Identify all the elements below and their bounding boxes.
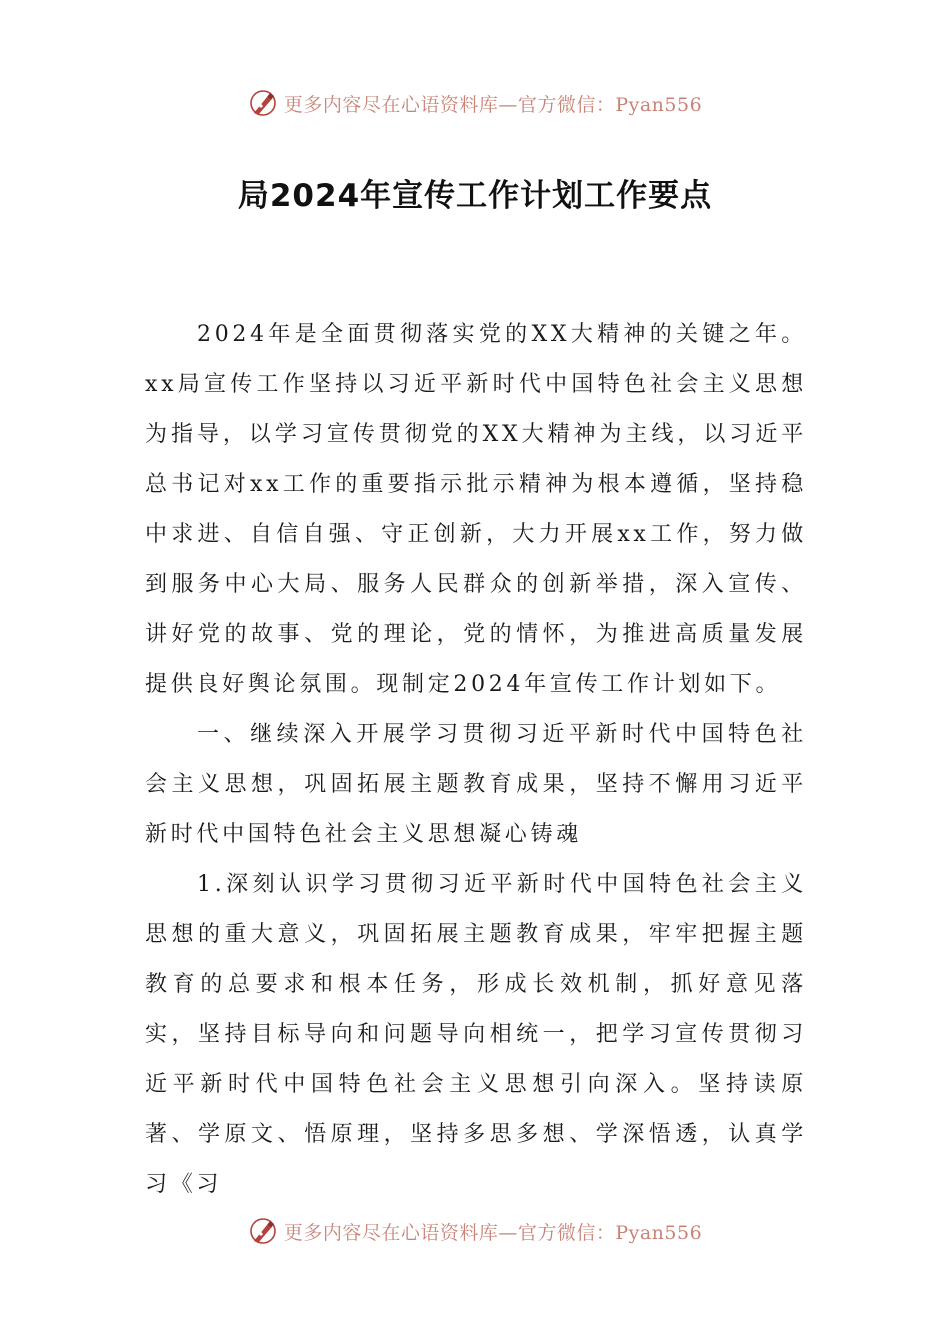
paragraph-intro: 2024年是全面贯彻落实党的XX大精神的关键之年。xx局宣传工作坚持以习近平新时代中国特色社会主义思想为指导，以学习宣传贯彻党的XX大精神为主线，以习近平总书记对xx工作的重要指示批示精神为根本遵循，坚持稳中求进、自信自强、守正创新，大力开展xx工作，努力做到服务中心大局、服务人民群众的创新举措，深入宣传、讲好党的故事、党的理论，党的情怀，为推进高质量发展提供良好舆论氛围。现制定2024年宣传工作计划如下。 [145,322,807,697]
pen-nib-logo-icon [248,88,278,118]
pen-nib-logo-icon [248,1216,278,1246]
paragraph-item-1: 1.深刻认识学习贯彻习近平新时代中国特色社会主义思想的重大意义，巩固拓展主题教育成果，牢牢把握主题教育的总要求和根本任务，形成长效机制，抓好意见落实，坚持目标导向和问题导向相统一，把学习宣传贯彻习近平新时代中国特色社会主义思想引向深入。坚持读原著、学原文、悟原理，坚持多思多想、学深悟透，认真学习《习 [145,872,807,1197]
document-title: 局2024年宣传工作计划工作要点 [237,178,713,214]
paragraph-section-heading: 一、继续深入开展学习贯彻习近平新时代中国特色社会主义思想，巩固拓展主题教育成果，坚持不懈用习近平新时代中国特色社会主义思想凝心铸魂 [145,722,807,847]
watermark-header [0,83,950,123]
watermark-footer [0,1211,950,1251]
document-body [145,310,807,1210]
watermark-text: 更多内容尽在心语资料库—官方微信：Pyan556 [283,93,703,116]
watermark-text: 更多内容尽在心语资料库—官方微信：Pyan556 [283,1221,703,1244]
